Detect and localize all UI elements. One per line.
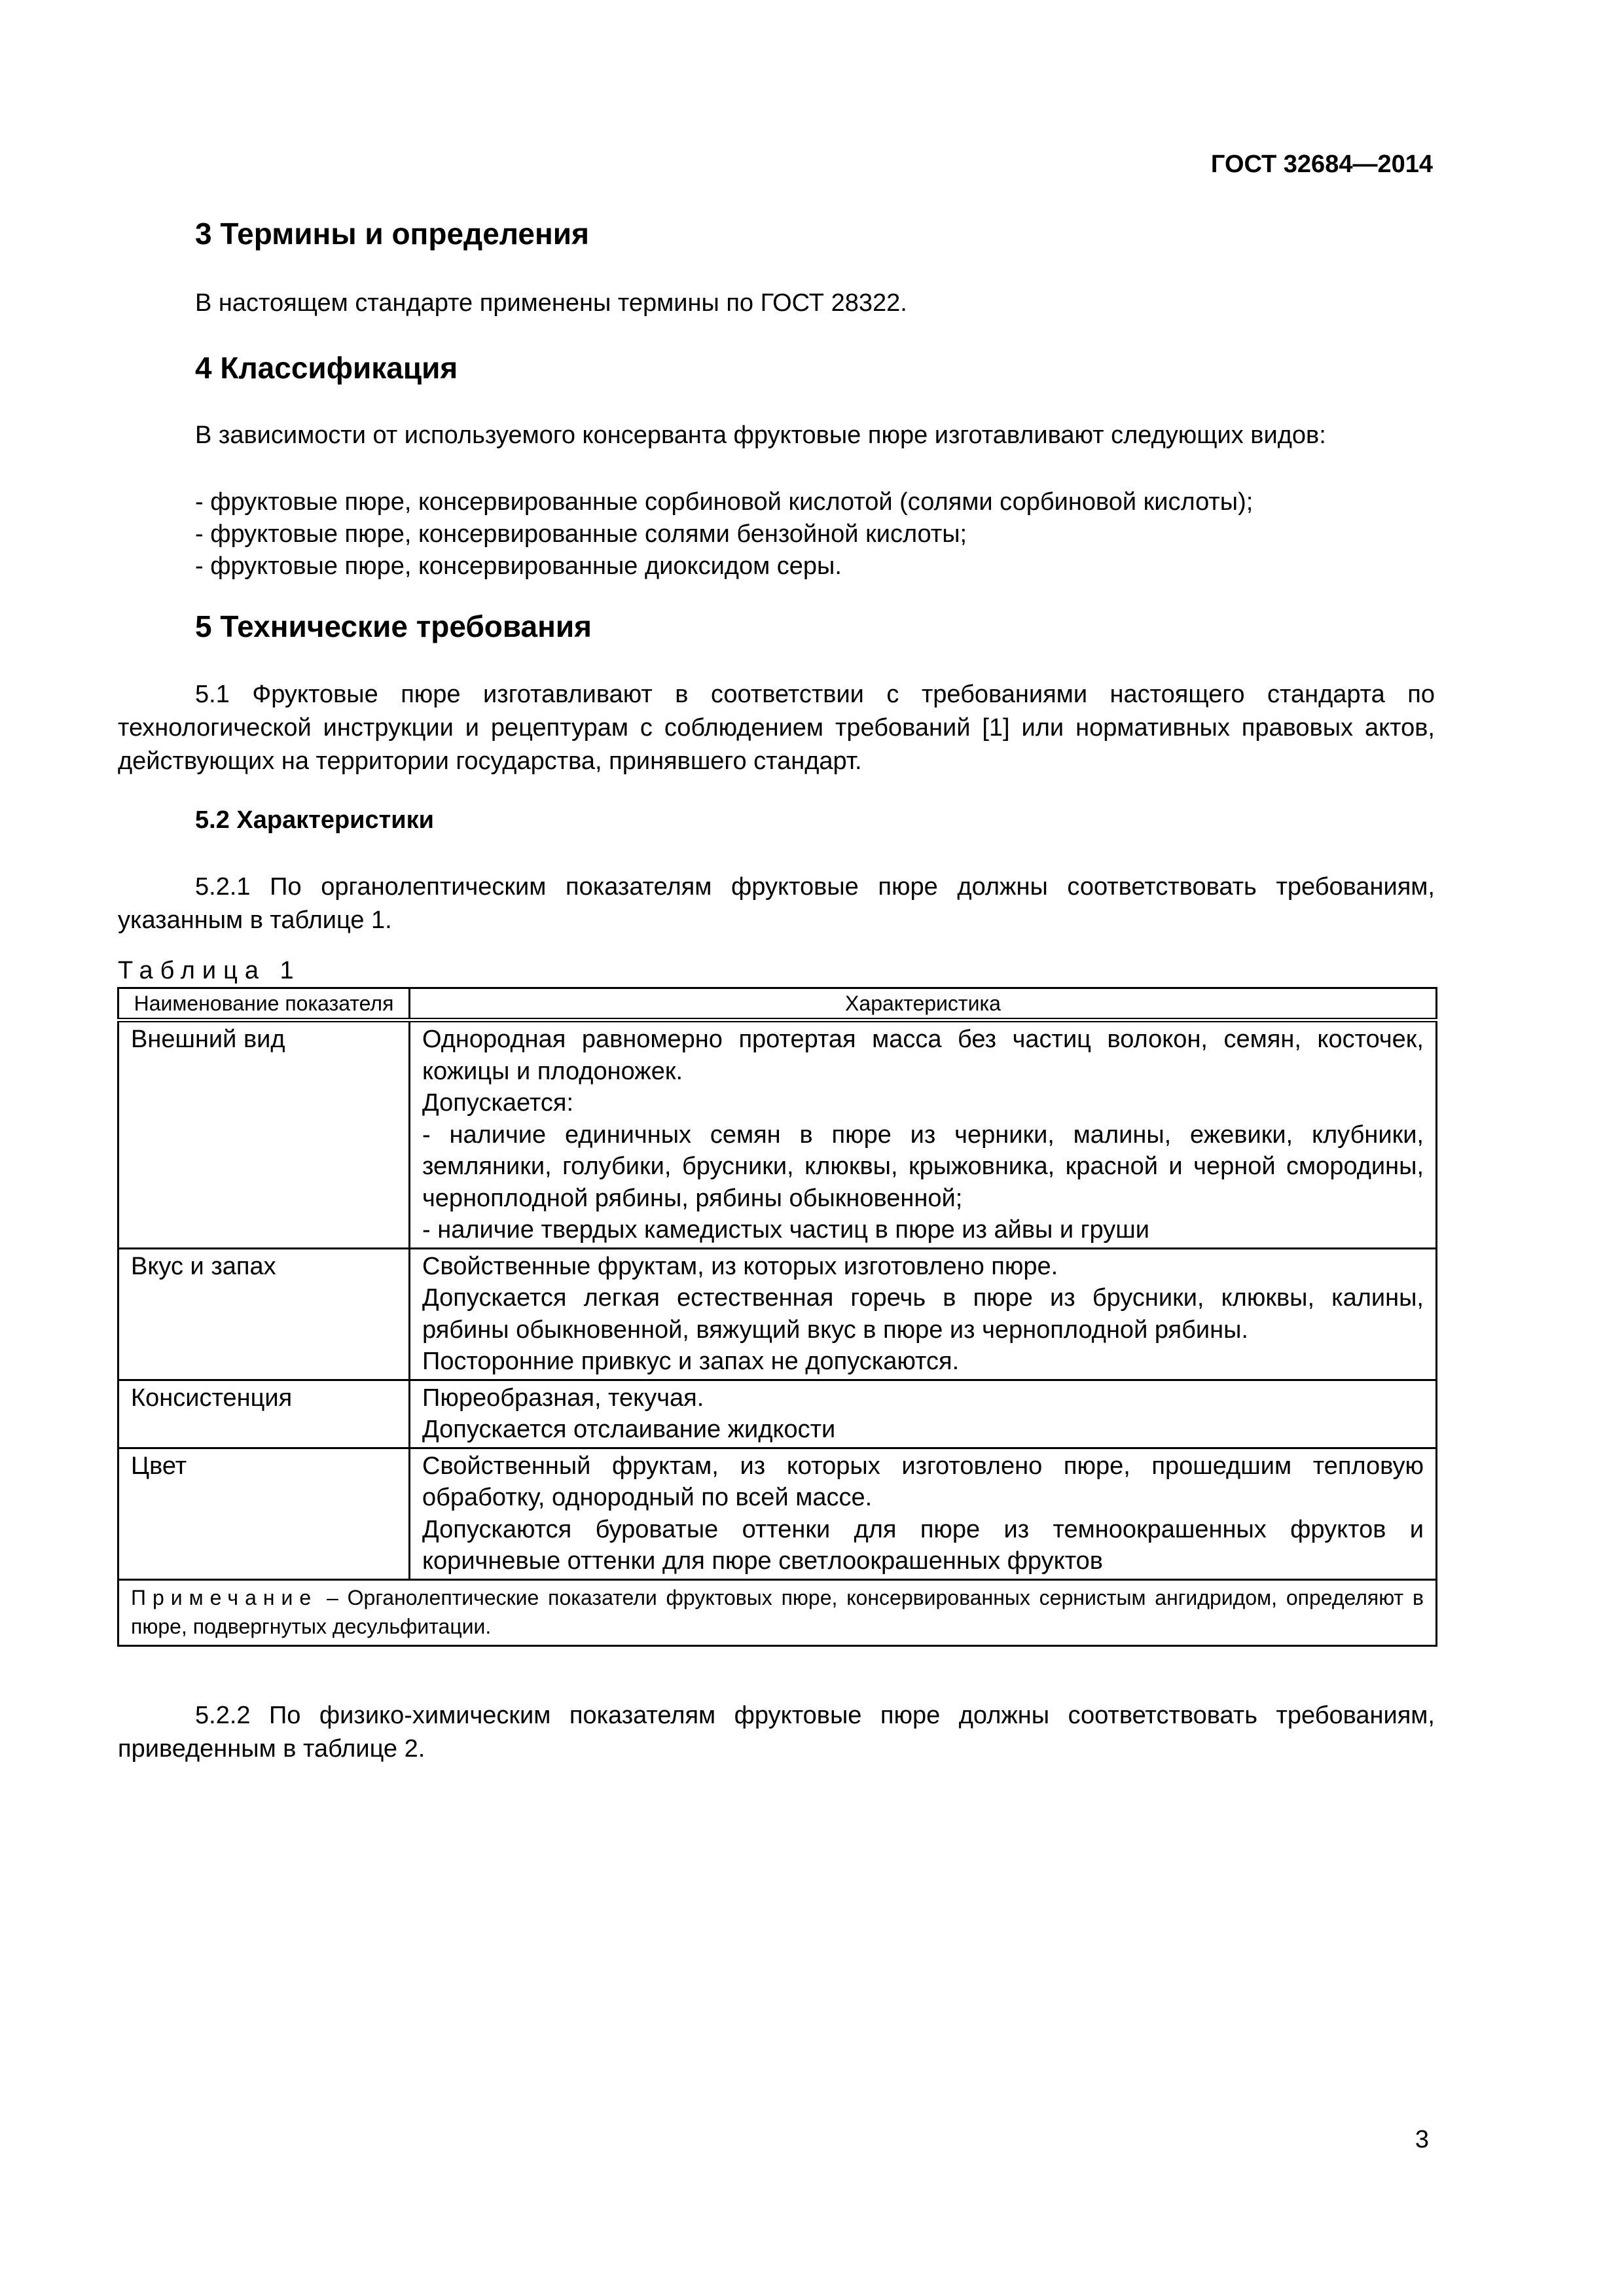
section-4-title: 4 Классификация [195,351,458,385]
header-indicator-name: Наименование показателя [118,988,410,1020]
row-name: Цвет [118,1448,410,1579]
row-name: Вкус и запах [118,1248,410,1380]
characteristic-line: Допускается легкая естественная горечь в пюре из брусники, клюквы, калины, рябины обыкновенной, вяжущий вкус в пюре из черноплодной рябины. [422,1284,1424,1344]
table-row [118,1448,1437,1579]
table-note-row [118,1579,1437,1645]
table-note [118,1579,1437,1645]
characteristic-line: Свойственные фруктам, из которых изготовлено пюре. [422,1252,1058,1280]
section-5-1-paragraph: 5.1 Фруктовые пюре изготавливают в соответствии с требованиями настоящего стандарта по технологической инструкции и рецептурам с соблюдением требований [1] или нормативных правовых актов, действующих на территории государства, принявшего стандарт. [118,681,1435,775]
section-4-intro: В зависимости от используемого консерванта фруктовые пюре изготавливают следующих видов: [195,422,1326,449]
row-characteristic [410,1248,1437,1380]
characteristic-line: Однородная равномерно протертая масса без частиц волокон, семян, косточек, кожицы и плодоножек. [422,1026,1424,1085]
table-1-caption: Таблица 1 [118,957,301,984]
table-row [118,1380,1437,1448]
row-characteristic [410,1448,1437,1579]
characteristic-line: Пюреобразная, текучая. [422,1384,704,1412]
characteristic-line: - наличие твердых камедистых частиц в пюре из айвы и груши [422,1216,1149,1244]
characteristic-line: Допускается отслаивание жидкости [422,1416,836,1443]
section-4-item-2: - фруктовые пюре, консервированные солями бензойной кислоты; [195,520,967,548]
characteristic-line: Допускается: [422,1089,574,1117]
characteristic-line: Свойственный фруктам, из которых изготовлено пюре, прошедшим тепловую обработку, однородный по всей массе. [422,1452,1424,1511]
table-row [118,1020,1437,1249]
characteristic-line: Допускаются буроватые оттенки для пюре из темноокрашенных фруктов и коричневые оттенки для пюре светлоокрашенных фруктов [422,1515,1424,1575]
note-text: – Органолептические показатели фруктовых пюре, консервированных сернистым ангидридом, определяют в пюре, подвергнутых десульфитации. [131,1585,1424,1638]
section-4-item-1: - фруктовые пюре, консервированные сорбиновой кислотой (солями сорбиновой кислоты); [195,488,1254,516]
table-header-row [118,988,1437,1020]
row-name: Внешний вид [118,1020,410,1249]
row-name: Консистенция [118,1380,410,1448]
row-characteristic [410,1020,1437,1249]
section-4-item-3: - фруктовые пюре, консервированные диоксидом серы. [195,552,842,580]
section-5-2-1-paragraph: 5.2.1 По органолептическим показателям фруктовые пюре должны соответствовать требованиям, указанным в таблице 1. [118,873,1435,934]
section-3-title: 3 Термины и определения [195,217,589,251]
table-row [118,1248,1437,1380]
section-5-title: 5 Технические требования [195,609,592,643]
table-1 [117,987,1437,1647]
header-characteristic: Характеристика [410,988,1437,1020]
section-5-2-2-paragraph: 5.2.2 По физико-химическим показателям фруктовые пюре должны соответствовать требованиям, приведенным в таблице 2. [118,1702,1435,1763]
subsection-5-2-title: 5.2 Характеристики [195,806,435,834]
characteristic-line: Посторонние привкус и запах не допускаются. [422,1348,960,1375]
characteristic-line: - наличие единичных семян в пюре из черники, малины, ежевики, клубники, земляники, голубики, брусники, клюквы, крыжовника, красной и черной смородины, черноплодной рябины, рябины обыкновенной; [422,1121,1424,1212]
standard-number: ГОСТ 32684—2014 [1210,151,1433,178]
section-3-text: В настоящем стандарте применены термины по ГОСТ 28322. [195,289,907,317]
note-label: Примечание [131,1585,318,1609]
row-characteristic [410,1380,1437,1448]
page-number: 3 [1415,2126,1429,2153]
